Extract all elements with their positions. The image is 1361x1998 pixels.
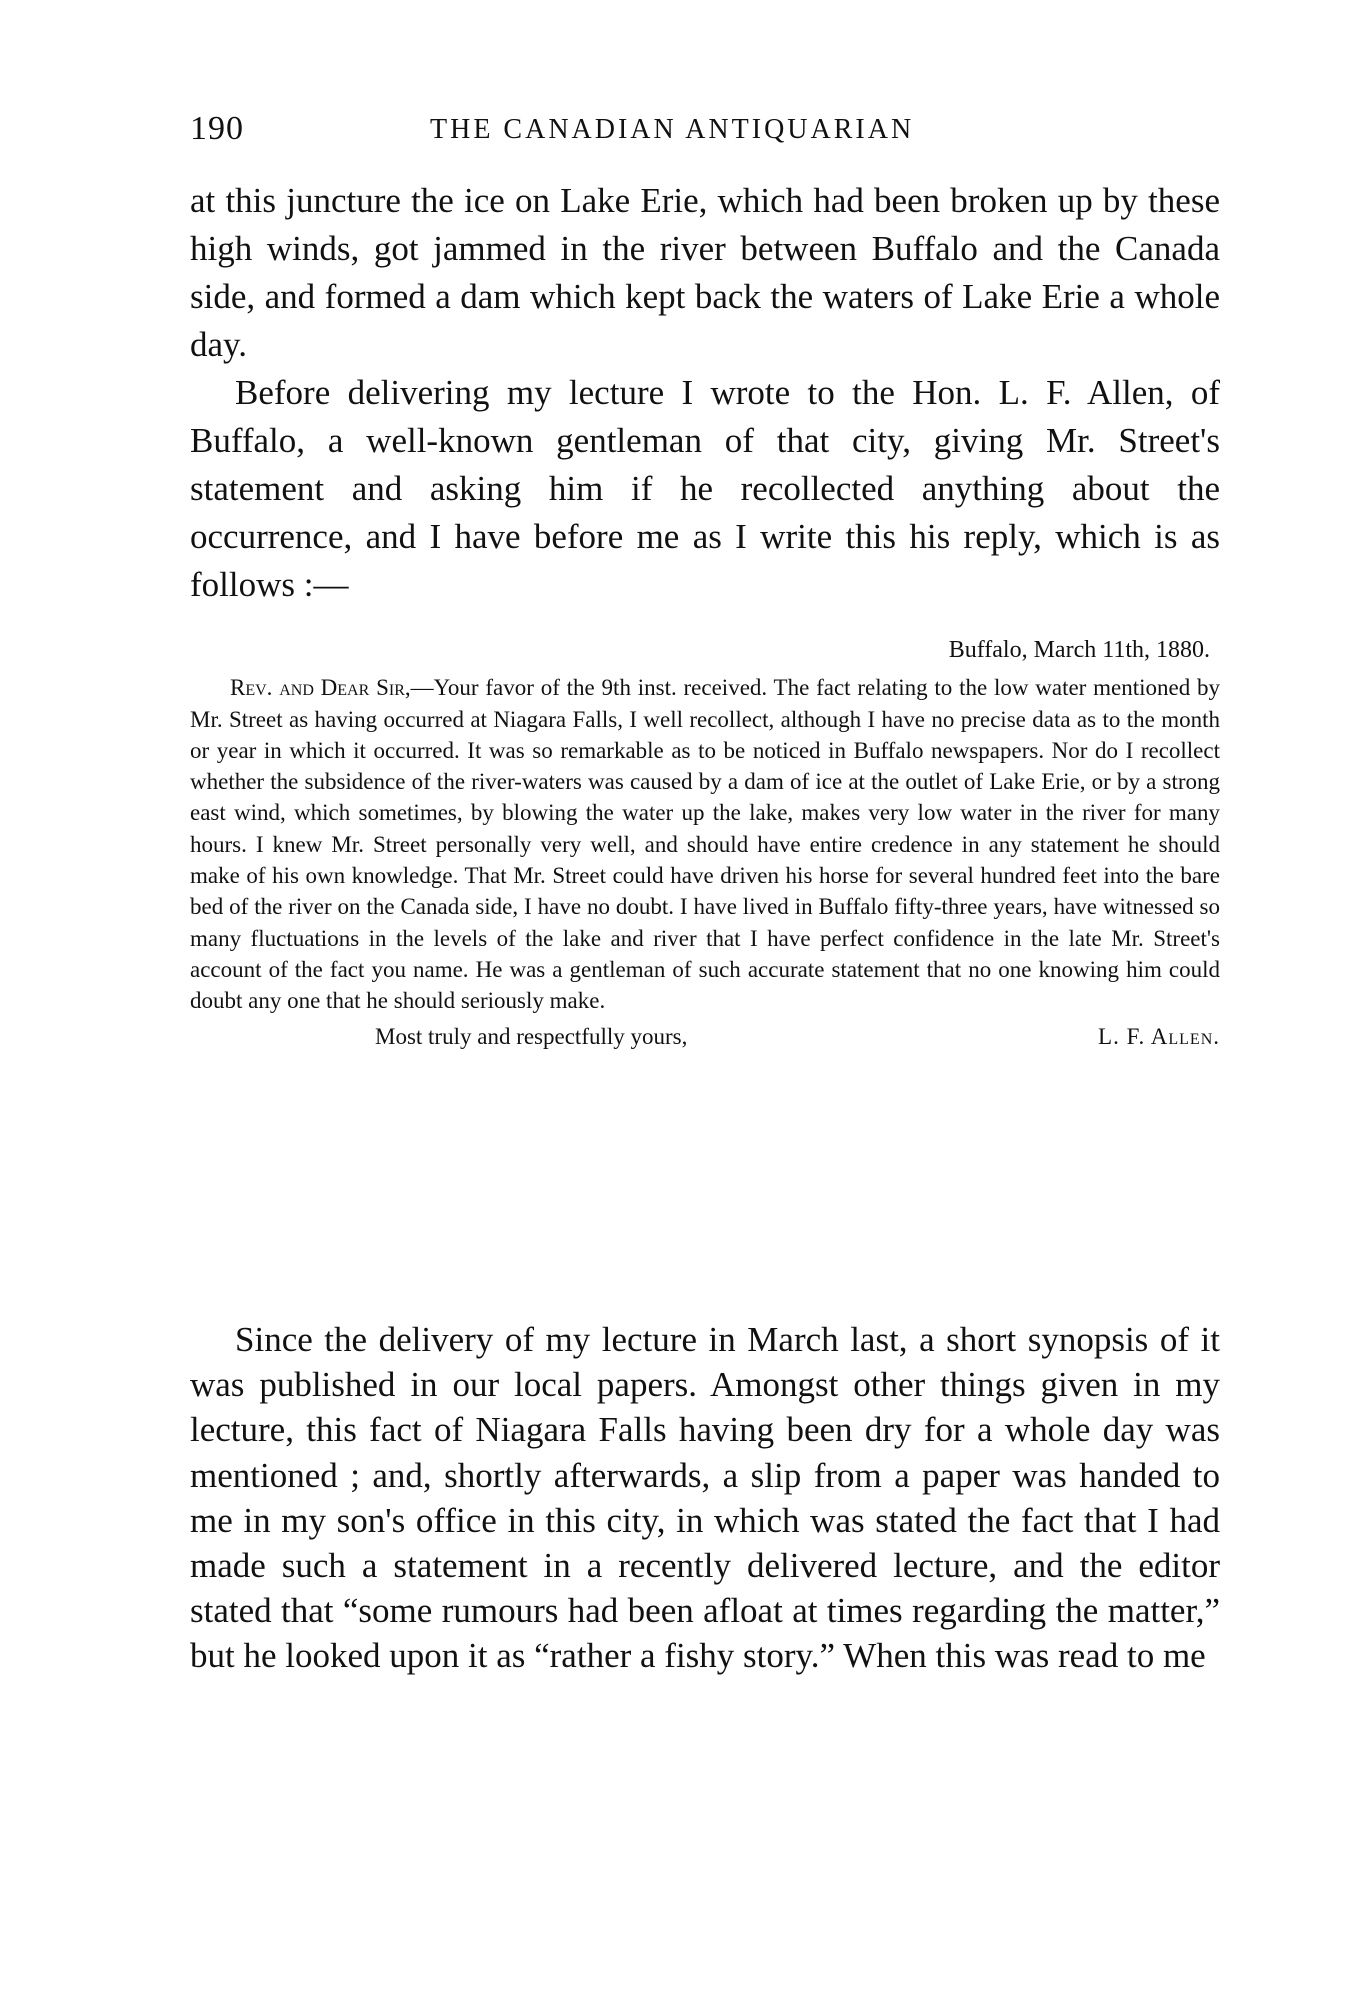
quoted-letter [190,635,1220,1055]
page-header [190,110,1220,150]
letter-signature: L. F. Allen. [1098,1023,1220,1049]
letter-dateline: Buffalo, March 11th, 1880. [948,637,1210,663]
letter-body [190,672,1220,1016]
letter-closing-phrase: Most truly and respectfully yours, [375,1023,688,1049]
running-head: THE CANADIAN ANTIQUARIAN [430,114,915,145]
letter-closing [190,1021,1220,1055]
paragraph-continuation: at this juncture the ice on Lake Erie, which had been broken up by these high winds, got jammed in the river between Buffalo and the Canada side, and formed a dam which kept back the waters of Lake Erie a whole day. [190,181,1220,364]
letter-salutation: Rev. and Dear Sir, [230,675,411,701]
page-number: 190 [190,110,244,147]
paragraph-before-letter: Before delivering my lecture I wrote to the Hon. L. F. Allen, of Buffalo, a well-known gentleman of that city, giving Mr. Street's statement and asking him if he recollected anything about the occurrence, and I have before me as I write this his reply, which is as follows :— [190,373,1220,604]
letter-text: —Your favor of the 9th inst. received. The fact relating to the low water mentioned by Mr. Street as having occurred at Niagara Falls, I well recollect, although I have no precise data as to the month or year in which it occurred. It was so remarkable as to be noticed in Buffalo newspapers. Nor do I recollect whether the subsidence of the river-waters was caused by a dam of ice at the outlet of Lake Erie, or by a strong east wind, which sometimes, by blowing the water up the lake, makes very low water in the river for many hours. I knew Mr. Street personally very well, and should have entire credence in any statement he should make of his own knowledge. That Mr. Street could have driven his horse for several hundred feet into the bare bed of the river on the Canada side, I have no doubt. I have lived in Buffalo fifty-three years, have witnessed so many fluctuations in the levels of the lake and river that I have perfect confidence in the late Mr. Street's account of the fact you name. He was a gentleman of such accurate statement that no one knowing him could doubt any one that he should seriously make. [190,675,1221,1014]
paragraph-after-letter: Since the delivery of my lecture in March last, a short synopsis of it was published in our local papers. Amongst other things given in my lecture, this fact of Niagara Falls having been dry for a whole day was mentioned ; and, shortly afterwards, a slip from a paper was handed to me in my son's office in this city, in which was stated the fact that I had made such a statement in a recently delivered lecture, and the editor stated that “some rumours had been afloat at times regarding the matter,” but he looked upon it as “rather a fishy story.” When this was read to me [190,1320,1220,1676]
